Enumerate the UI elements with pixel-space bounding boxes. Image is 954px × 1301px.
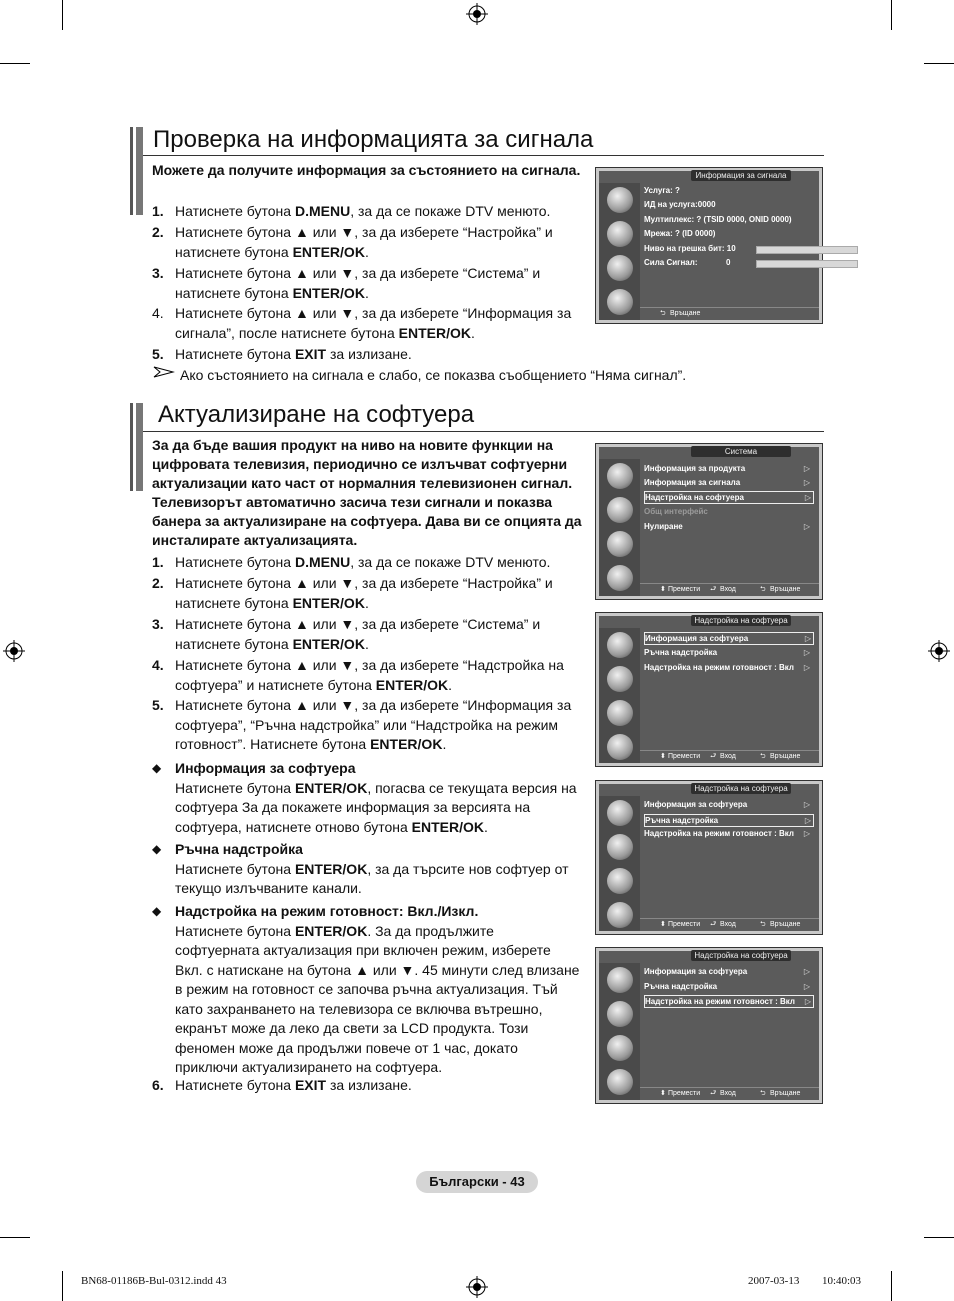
osd-software-menu xyxy=(595,612,823,767)
page-number-badge: Български - 43 xyxy=(416,1171,538,1193)
channel-icon xyxy=(607,868,633,894)
section-bar xyxy=(130,127,133,215)
footer-filename: BN68-01186B-Bul-0312.indd 43 xyxy=(81,1275,227,1287)
osd-system-menu xyxy=(595,443,823,600)
setup-icon xyxy=(607,734,633,760)
section-title-signal: Проверка на информацията за сигнала xyxy=(153,126,594,153)
crop-mark xyxy=(891,1271,892,1301)
osd-sidebar xyxy=(599,459,640,596)
osd-sidebar xyxy=(599,183,640,320)
signal-step: 1. Натиснете бутона D.MENU, за да се покаже DTV менюто. xyxy=(152,203,551,219)
software-intro: За да бъде вашия продукт на ниво на новите функции на цифровата телевизия, периодично се излъчват софтуерни актуализации като част от нормалния телевизионен сигнал. Телевизорът автоматично засича тези сигнали и показва банера за актуализиране на софтуера. Дава ви се опцията да инсталирате актуализацията. xyxy=(152,437,582,548)
software-step: 1. Натиснете бутона D.MENU, за да се покаже DTV менюто. xyxy=(152,554,551,570)
sound-icon xyxy=(607,1001,633,1027)
osd-line: ИД на услуга:0000 xyxy=(644,200,716,209)
osd-title: Надстройка на софтуера xyxy=(691,615,791,626)
registration-mark-icon xyxy=(466,3,488,25)
osd-sidebar xyxy=(599,963,640,1100)
signal-step: 4. Натиснете бутона ▲ или ▼, за да изберете “Информация за сигнала”, после натиснете бутона ENTER/OK. xyxy=(152,305,572,341)
osd-software-menu xyxy=(595,780,823,935)
signal-step: 5. Натиснете бутона EXIT за излизане. xyxy=(152,346,412,362)
osd-footer: ⬍ Премести ⮐ Вход ⮌ Връщане xyxy=(640,1087,819,1100)
osd-line: Услуга: ? xyxy=(644,186,680,195)
picture-icon xyxy=(607,187,633,213)
osd-menu-item[interactable]: Надстройка на режим готовност : Вкл ▷ xyxy=(644,663,810,672)
osd-menu-item-selected[interactable]: Информация за софтуера ▷ xyxy=(644,632,814,645)
section-rule xyxy=(143,431,824,432)
signal-intro: Можете да получите информация за състоянието на сигнала. xyxy=(152,162,581,178)
osd-menu-item[interactable]: Нулиране ▷ xyxy=(644,522,810,531)
registration-mark-icon xyxy=(928,640,950,662)
crop-mark xyxy=(0,1237,30,1238)
osd-line: Мрежа: ? (ID 0000) xyxy=(644,229,716,238)
sound-icon xyxy=(607,221,633,247)
osd-title: Информация за сигнала xyxy=(691,170,791,181)
osd-footer: ⬍ Премести ⮐ Вход ⮌ Връщане xyxy=(640,750,819,763)
setup-icon xyxy=(607,565,633,591)
osd-footer: ⬍ Премести ⮐ Вход ⮌ Връщане xyxy=(640,583,819,596)
osd-menu-item[interactable]: Ръчна надстройка ▷ xyxy=(644,648,810,657)
channel-icon xyxy=(607,1035,633,1061)
osd-footer: ⬍ Премести ⮐ Вход ⮌ Връщане xyxy=(640,918,819,931)
osd-menu-item-selected[interactable]: Надстройка на режим готовност : Вкл ▷ xyxy=(644,995,814,1008)
osd-menu-item-selected[interactable]: Надстройка на софтуера ▷ xyxy=(644,491,814,504)
error-bar xyxy=(756,246,858,254)
signal-step: 2. Натиснете бутона ▲ или ▼, за да изберете “Настройка” и натиснете бутона ENTER/OK. xyxy=(152,224,553,260)
channel-icon xyxy=(607,531,633,557)
osd-line: Мултиплекс: ? (TSID 0000, ONID 0000) xyxy=(644,215,792,224)
osd-menu-item[interactable]: Надстройка на режим готовност : Вкл ▷ xyxy=(644,829,810,838)
osd-footer: ⮌ Връщане xyxy=(640,307,819,320)
crop-mark xyxy=(62,1271,63,1301)
section-bar xyxy=(136,127,143,215)
picture-icon xyxy=(607,463,633,489)
osd-sidebar xyxy=(599,628,640,763)
setup-icon xyxy=(607,289,633,315)
sound-icon xyxy=(607,834,633,860)
section-rule xyxy=(143,155,824,156)
osd-signal-info xyxy=(595,167,823,324)
software-bullet: ◆ Информация за софтуера Натиснете бутона ENTER/OK, погасва се текущата версия на софтуера За да покажете информация за версията на софтуера, натиснете отново бутона ENTER/OK. xyxy=(152,760,577,835)
software-step: 2. Натиснете бутона ▲ или ▼, за да изберете “Настройка” и натиснете бутона ENTER/OK. xyxy=(152,575,553,611)
note-arrow-icon xyxy=(153,366,175,378)
crop-mark xyxy=(891,0,892,30)
osd-menu-item[interactable]: Информация за софтуера ▷ xyxy=(644,967,810,976)
osd-menu-item-selected[interactable]: Ръчна надстройка ▷ xyxy=(644,814,814,827)
software-step: 4. Натиснете бутона ▲ или ▼, за да изберете “Надстройка на софтуера” и натиснете бутона ENTER/OK. xyxy=(152,657,564,693)
signal-note: Ако състоянието на сигнала е слабо, се показва съобщението “Няма сигнал”. xyxy=(180,367,687,383)
software-step: 5. Натиснете бутона ▲ или ▼, за да изберете “Информация за софтуера”, “Ръчна надстройка” или “Надстройка на режим готовност”. Натиснете бутона ENTER/OK. xyxy=(152,697,572,752)
software-step: 6. Натиснете бутона EXIT за излизане. xyxy=(152,1077,412,1093)
osd-menu-item[interactable]: Информация за продукта ▷ xyxy=(644,464,810,473)
osd-software-menu xyxy=(595,947,823,1104)
osd-menu-item-disabled: Общ интерфейс xyxy=(644,507,708,516)
crop-mark xyxy=(0,63,30,64)
section-title-software: Актуализиране на софтуера xyxy=(158,401,475,428)
footer-timestamp: 2007-03-13    10:40:03 xyxy=(748,1275,862,1287)
sound-icon xyxy=(607,497,633,523)
channel-icon xyxy=(607,700,633,726)
setup-icon xyxy=(607,1069,633,1095)
osd-line: Сила Сигнал: 0 xyxy=(644,257,812,269)
osd-line: Ниво на грешка бит: 10 xyxy=(644,243,812,255)
software-bullet: ◆ Надстройка на режим готовност: Вкл./Изкл. Натиснете бутона ENTER/OK. За да продължите софтуерната актуализация при включен режим, изберете Вкл. с натискане на бутона ▲ или ▼. 45 минути след влизане в режим на готовност се започва ръчна актуализация. Тъй като захранването на телевизора се включва вътрешно, екранът може да леко да свети за LCD продукта. Този феномен може да продължи повече от 1 час, докато приключи актуализирането на софтуера. xyxy=(152,903,580,1075)
registration-mark-icon xyxy=(3,640,25,662)
software-bullet: ◆ Ръчна надстройка Натиснете бутона ENTER/OK, за да търсите нов софтуер от текущо излъчваните канали. xyxy=(152,841,569,896)
osd-sidebar xyxy=(599,796,640,931)
crop-mark xyxy=(924,63,954,64)
section-bar xyxy=(136,403,143,491)
osd-menu-item[interactable]: Ръчна надстройка ▷ xyxy=(644,982,810,991)
picture-icon xyxy=(607,967,633,993)
osd-menu-item[interactable]: Информация за софтуера ▷ xyxy=(644,800,810,809)
software-step: 3. Натиснете бутона ▲ или ▼, за да изберете “Система” и натиснете бутона ENTER/OK. xyxy=(152,616,541,652)
picture-icon xyxy=(607,800,633,826)
registration-mark-icon xyxy=(466,1276,488,1298)
signal-step: 3. Натиснете бутона ▲ или ▼, за да изберете “Система” и натиснете бутона ENTER/OK. xyxy=(152,265,541,301)
crop-mark xyxy=(62,0,63,30)
osd-title: Надстройка на софтуера xyxy=(691,950,791,961)
section-bar xyxy=(130,403,133,491)
crop-mark xyxy=(924,1237,954,1238)
osd-title: Надстройка на софтуера xyxy=(691,783,791,794)
channel-icon xyxy=(607,255,633,281)
osd-title: Система xyxy=(691,446,791,457)
sound-icon xyxy=(607,666,633,692)
setup-icon xyxy=(607,902,633,928)
osd-menu-item[interactable]: Информация за сигнала ▷ xyxy=(644,478,810,487)
strength-bar xyxy=(756,260,858,268)
picture-icon xyxy=(607,632,633,658)
